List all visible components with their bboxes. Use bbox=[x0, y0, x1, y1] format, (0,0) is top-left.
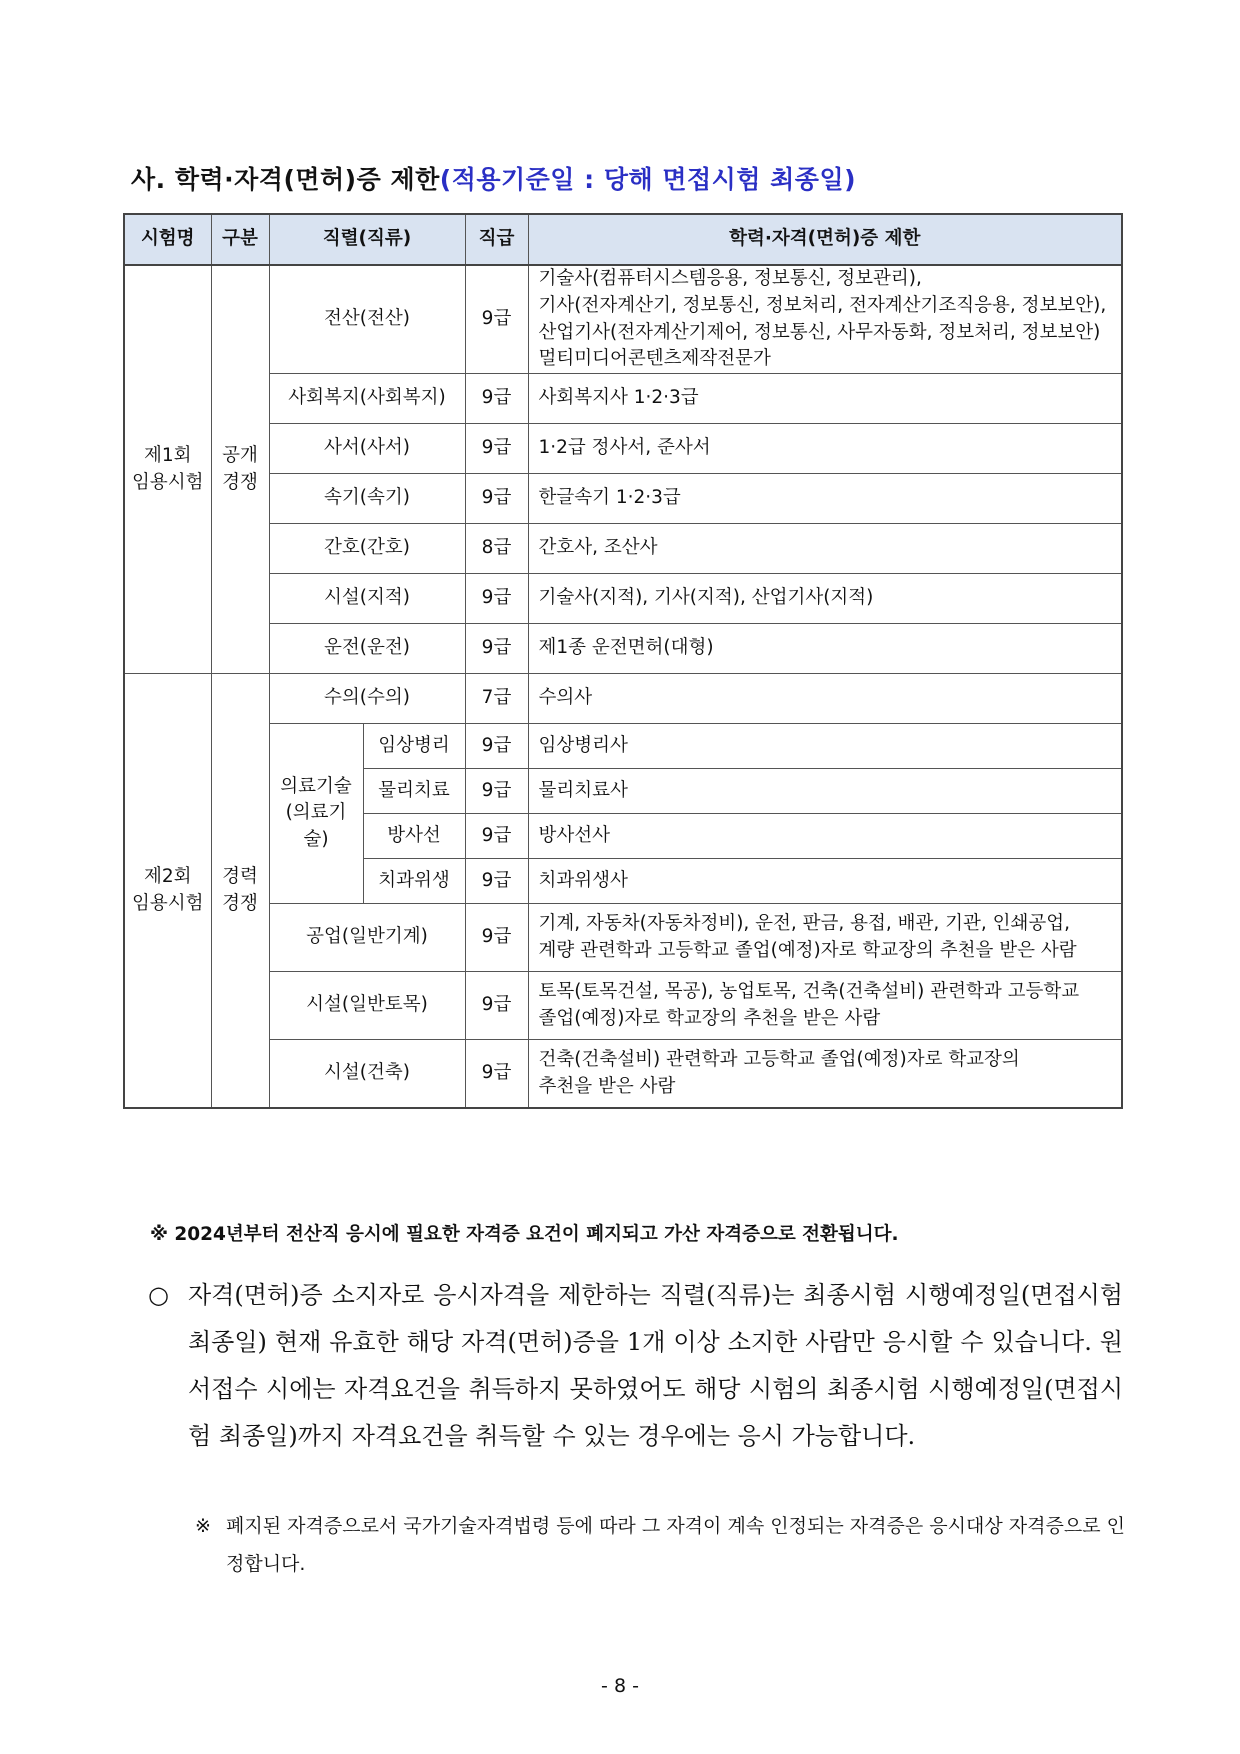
series-cell: 시설(지적) bbox=[269, 574, 465, 624]
requirement-line: 간호사, 조산사 bbox=[538, 537, 658, 559]
grade-cell: 9급 bbox=[465, 1040, 528, 1108]
header-grade: 직급 bbox=[465, 214, 528, 265]
exam-name-cell bbox=[124, 674, 211, 1108]
series-cell: 속기(속기) bbox=[269, 474, 465, 524]
grade-cell: 9급 bbox=[465, 972, 528, 1040]
grade-cell: 9급 bbox=[465, 904, 528, 972]
table-row bbox=[124, 904, 1122, 972]
series-cell: 시설(건축) bbox=[269, 1040, 465, 1108]
requirement-line: 계량 관련학과 고등학교 졸업(예정)자로 학교장의 추천을 받은 사람 bbox=[538, 939, 1077, 961]
exam-type-cell-line: 경쟁 bbox=[222, 471, 258, 493]
requirement-cell bbox=[528, 904, 1122, 972]
requirement-line: 토목(토목건설, 목공), 농업토목, 건축(건축설비) 관련학과 고등학교 bbox=[538, 980, 1080, 1002]
requirement-line: 졸업(예정)자로 학교장의 추천을 받은 사람 bbox=[538, 1007, 881, 1029]
header-exam: 시험명 bbox=[124, 214, 211, 265]
table-row bbox=[124, 724, 1122, 769]
grade-cell: 9급 bbox=[465, 474, 528, 524]
grade-cell: 7급 bbox=[465, 674, 528, 724]
requirement-line: 기사(전자계산기, 정보통신, 정보처리, 전자계산기조직응용, 정보보안), bbox=[538, 294, 1107, 316]
table-row bbox=[124, 374, 1122, 424]
header-type: 구분 bbox=[211, 214, 269, 265]
table-row bbox=[124, 624, 1122, 674]
circle-bullet-icon: ○ bbox=[148, 1281, 169, 1309]
requirement-cell bbox=[528, 814, 1122, 859]
grade-cell: 8급 bbox=[465, 524, 528, 574]
series-cell: 운전(운전) bbox=[269, 624, 465, 674]
sub-series-cell: 물리치료 bbox=[363, 769, 465, 814]
grade-cell: 9급 bbox=[465, 859, 528, 904]
sub-series-cell: 임상병리 bbox=[363, 724, 465, 769]
requirement-cell bbox=[528, 524, 1122, 574]
series-cell: 간호(간호) bbox=[269, 524, 465, 574]
grade-cell: 9급 bbox=[465, 624, 528, 674]
requirement-line: 물리치료사 bbox=[538, 779, 628, 801]
grade-cell: 9급 bbox=[465, 265, 528, 374]
exam-type-cell-line: 공개 bbox=[222, 444, 258, 466]
requirement-line: 기술사(컴퓨터시스템응용, 정보통신, 정보관리), bbox=[538, 268, 922, 289]
exam-name-cell bbox=[124, 265, 211, 674]
requirement-line: 임상병리사 bbox=[538, 734, 628, 756]
reference-mark-icon: ※ bbox=[195, 1515, 211, 1537]
series-cell: 사서(사서) bbox=[269, 424, 465, 474]
requirement-cell bbox=[528, 859, 1122, 904]
eligibility-paragraph bbox=[148, 1272, 1123, 1460]
requirement-line: 사회복지사 1·2·3급 bbox=[538, 387, 699, 409]
grade-cell: 9급 bbox=[465, 574, 528, 624]
grade-cell: 9급 bbox=[465, 814, 528, 859]
table-row bbox=[124, 424, 1122, 474]
exam-type-cell bbox=[211, 674, 269, 1108]
requirement-cell bbox=[528, 674, 1122, 724]
page-number: - 8 - bbox=[601, 1675, 639, 1697]
requirement-line: 건축(건축설비) 관련학과 고등학교 졸업(예정)자로 학교장의 bbox=[538, 1048, 1020, 1070]
requirement-line: 멀티미디어콘텐츠제작전문가 bbox=[538, 348, 771, 370]
table-row bbox=[124, 265, 1122, 374]
requirement-cell bbox=[528, 374, 1122, 424]
requirement-line: 기술사(지적), 기사(지적), 산업기사(지적) bbox=[538, 587, 874, 609]
grade-cell: 9급 bbox=[465, 424, 528, 474]
table-row bbox=[124, 574, 1122, 624]
sub-note-text: 폐지된 자격증으로서 국가기술자격법령 등에 따라 그 자격이 계속 인정되는 자격증은 응시대상 자격증으로 인정합니다. bbox=[226, 1515, 1125, 1575]
section-title bbox=[131, 160, 856, 196]
series-cell: 전산(전산) bbox=[269, 265, 465, 374]
header-series: 직렬(직류) bbox=[269, 214, 465, 265]
medical-group-cell bbox=[269, 724, 363, 904]
exam-name-cell-line: 제2회 bbox=[143, 865, 192, 887]
table-row bbox=[124, 474, 1122, 524]
exam-type-cell-line: 경쟁 bbox=[222, 892, 258, 914]
requirement-line: 기계, 자동차(자동차정비), 운전, 판금, 용접, 배관, 기관, 인쇄공업, bbox=[538, 912, 1071, 934]
notice-bold: ※ 2024년부터 전산직 응시에 필요한 자격증 요건이 폐지되고 가산 자격증으로 전환됩니다. bbox=[150, 1224, 899, 1245]
medical-group-cell-line: (의료기술) bbox=[285, 802, 347, 851]
exam-name-cell-line: 임용시험 bbox=[132, 471, 204, 493]
requirement-line: 방사선사 bbox=[538, 824, 610, 846]
table-row bbox=[124, 1040, 1122, 1108]
requirement-cell bbox=[528, 265, 1122, 374]
requirement-cell bbox=[528, 769, 1122, 814]
requirement-line: 1·2급 정사서, 준사서 bbox=[538, 437, 711, 459]
sub-note bbox=[195, 1507, 1125, 1583]
requirement-line: 수의사 bbox=[538, 687, 593, 709]
requirement-line: 산업기사(전자계산기제어, 정보통신, 사무자동화, 정보처리, 정보보안) bbox=[538, 321, 1101, 343]
sub-series-cell: 방사선 bbox=[363, 814, 465, 859]
grade-cell: 9급 bbox=[465, 769, 528, 814]
grade-cell: 9급 bbox=[465, 724, 528, 769]
series-cell: 공업(일반기계) bbox=[269, 904, 465, 972]
sub-series-cell: 치과위생 bbox=[363, 859, 465, 904]
requirement-cell bbox=[528, 424, 1122, 474]
series-cell: 사회복지(사회복지) bbox=[269, 374, 465, 424]
series-cell: 수의(수의) bbox=[269, 674, 465, 724]
exam-type-cell bbox=[211, 265, 269, 674]
series-cell: 시설(일반토목) bbox=[269, 972, 465, 1040]
requirement-line: 치과위생사 bbox=[538, 869, 628, 891]
section-title-criteria: (적용기준일 : 당해 면접시험 최종일) bbox=[439, 165, 857, 194]
requirement-cell bbox=[528, 624, 1122, 674]
table-row bbox=[124, 972, 1122, 1040]
requirement-cell bbox=[528, 574, 1122, 624]
medical-group-cell-line: 의료기술 bbox=[280, 775, 352, 797]
section-title-main: 사. 학력·자격(면허)증 제한 bbox=[131, 165, 440, 194]
requirement-cell bbox=[528, 724, 1122, 769]
exam-name-cell-line: 제1회 bbox=[143, 444, 192, 466]
table-row bbox=[124, 674, 1122, 724]
requirement-cell bbox=[528, 474, 1122, 524]
header-requirement: 학력·자격(면허)증 제한 bbox=[528, 214, 1122, 265]
qualification-table bbox=[123, 213, 1123, 1109]
grade-cell: 9급 bbox=[465, 374, 528, 424]
requirement-line: 제1종 운전면허(대형) bbox=[538, 637, 714, 659]
requirement-line: 추천을 받은 사람 bbox=[538, 1075, 676, 1097]
requirement-cell bbox=[528, 1040, 1122, 1108]
eligibility-text: 자격(면허)증 소지자로 응시자격을 제한하는 직렬(직류)는 최종시험 시행예정일(면접시험 최종일) 현재 유효한 해당 자격(면허)증을 1개 이상 소지한 사람만 응시할 수 있습니다. 원서접수 시에는 자격요건을 취득하지 못하였어도 해당 시험의 최종시험 시행예정일(면접시험 최종일)까지 자격요건을 취득할 수 있는 경우에는 응시 가능합니다. bbox=[188, 1281, 1123, 1450]
table-row bbox=[124, 524, 1122, 574]
exam-type-cell-line: 경력 bbox=[222, 865, 258, 887]
table-header-row bbox=[124, 214, 1122, 265]
requirement-cell bbox=[528, 972, 1122, 1040]
requirement-line: 한글속기 1·2·3급 bbox=[538, 487, 681, 509]
exam-name-cell-line: 임용시험 bbox=[132, 892, 204, 914]
